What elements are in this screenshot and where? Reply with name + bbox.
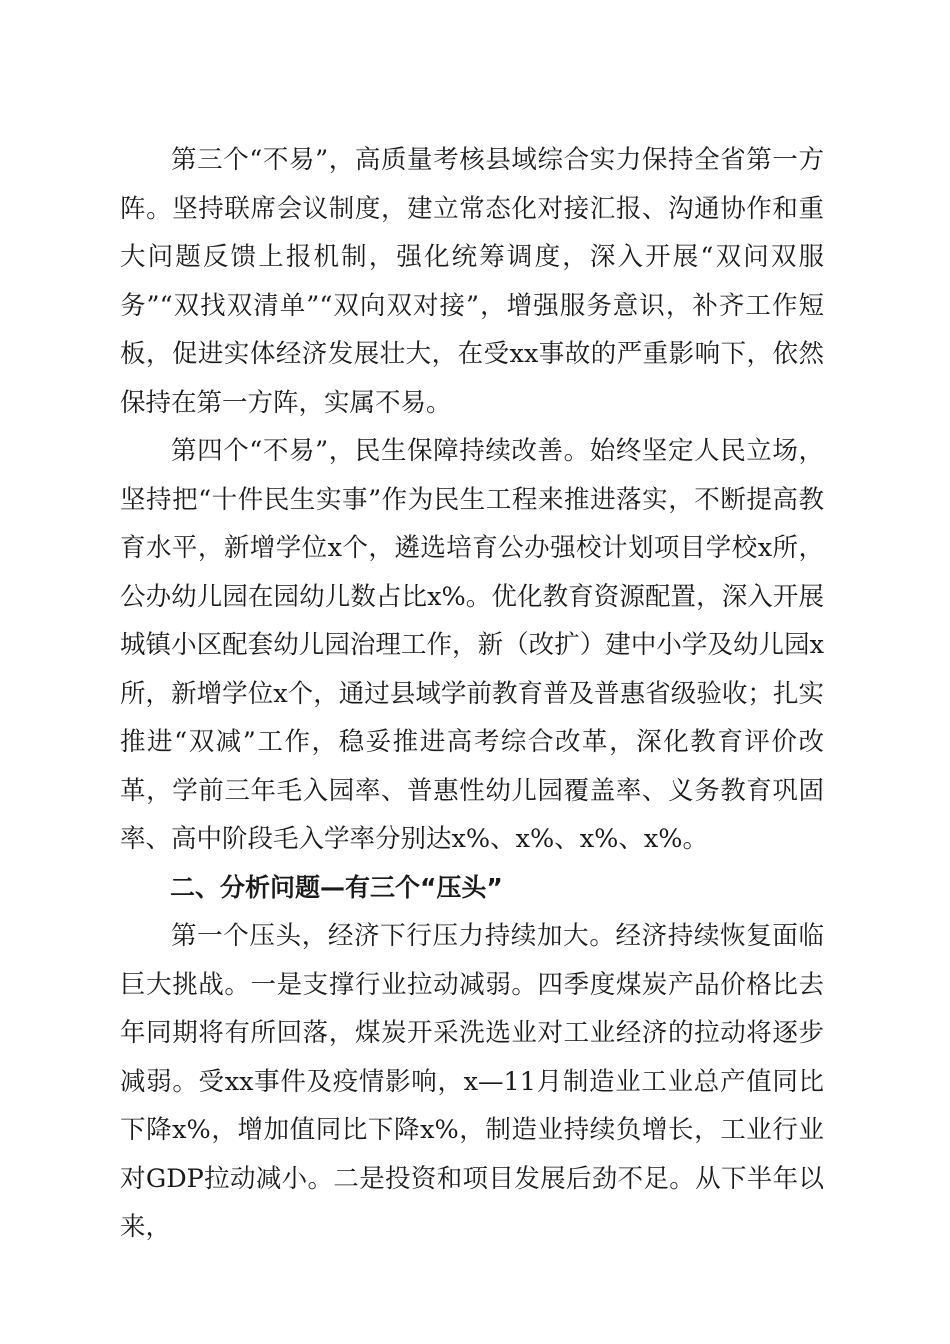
paragraph-third-difficulty: 第三个“不易”，高质量考核县域综合实力保持全省第一方阵。坚持联席会议制度，建立常态化对接汇报、沟通协作和重大问题反馈上报机制，强化统筹调度，深入开展“双问双服务”“双找双清单”“双向双对接”，增强服务意识，补齐工作短板，促进实体经济发展壮大，在受xx事故的严重影响下，依然保持在第一方阵，实属不易。: [120, 145, 824, 418]
paragraph-fourth-difficulty: 第四个“不易”，民生保障持续改善。始终坚定人民立场，坚持把“十件民生实事”作为民生工程来推进落实，不断提高教育水平，新增学位x个，遴选培育公办强校计划项目学校x所，公办幼儿园在园幼儿数占比x%。优化教育资源配置，深入开展城镇小区配套幼儿园治理工作，新（改扩）建中小学及幼儿园x所，新增学位x个，通过县域学前教育普及普惠省级验收；扎实推进“双减”工作，稳妥推进高考综合改革，深化教育评价改革，学前三年毛入园率、普惠性幼儿园覆盖率、义务教育巩固率、高中阶段毛入学率分别达x%、x%、x%、x%。: [120, 436, 824, 854]
paragraph-first-pressure: 第一个压头，经济下行压力持续加大。经济持续恢复面临巨大挑战。一是支撑行业拉动减弱。四季度煤炭产品价格比去年同期将有所回落，煤炭开采洗选业对工业经济的拉动将逐步减弱。受xx事件及疫情影响，x—11月制造业工业总产值同比下降x%，增加值同比下降x%，制造业持续负增长，工业行业对GDP拉动减小。二是投资和项目发展后劲不足。从下半年以来，: [120, 921, 824, 1242]
section-heading-analysis: 二、分析问题—有三个“压头”: [170, 872, 503, 902]
document-body: [120, 136, 824, 1252]
